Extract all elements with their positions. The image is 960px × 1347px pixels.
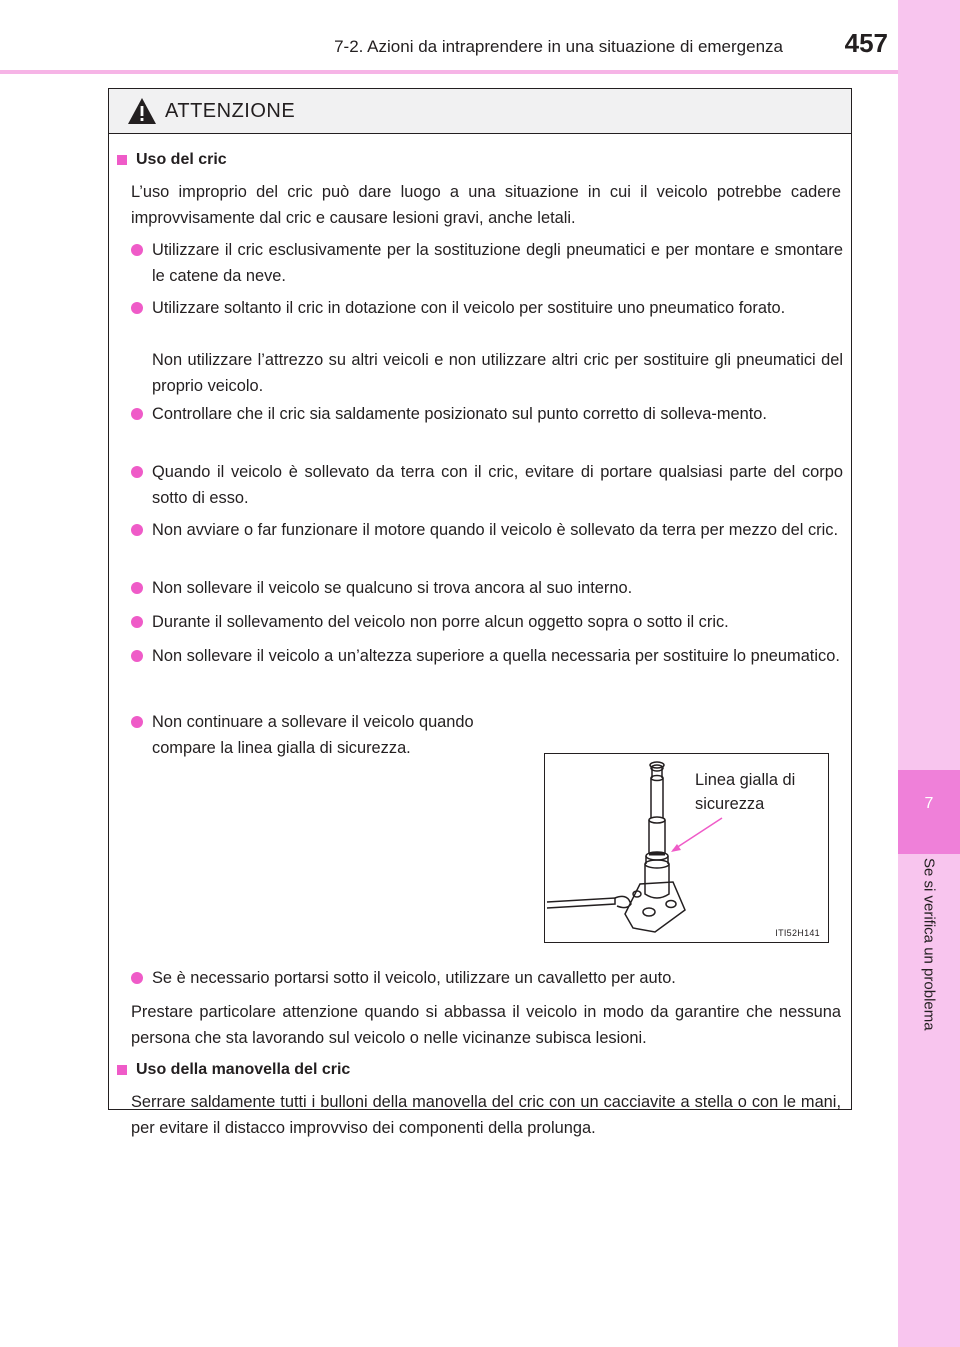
list-item: Quando il veicolo è sollevato da terra con il cric, evitare di portare qualsiasi parte del corpo sotto di esso.	[131, 459, 843, 511]
section-heading-text: Uso della manovella del cric	[136, 1061, 351, 1078]
chapter-number: 7	[924, 795, 934, 812]
closing-paragraph: Prestare particolare attenzione quando si abbassa il veicolo in modo da garantire che nessuna persona che sta lavorando sul veicolo o nelle vicinanze subisca lesioni.	[131, 1003, 841, 1047]
figure-callout: Linea gialla di sicurezza	[695, 771, 796, 813]
section-intro: Serrare saldamente tutti i bulloni della manovella del cric con un cacciavite a stella o con le mani, per evitare il distacco improvviso dei componenti della prolunga.	[131, 1093, 841, 1137]
page-number: 457	[844, 28, 888, 58]
list-item: Utilizzare soltanto il cric in dotazione con il veicolo per sostituire uno pneumatico forato.	[131, 295, 843, 321]
section-heading-text: Uso del cric	[136, 151, 227, 168]
list-item: Non sollevare il veicolo a un’altezza superiore a quella necessaria per sostituire lo pneumatico.	[131, 643, 843, 669]
bullet-dot-icon	[131, 244, 143, 256]
list-item: Non avviare o far funzionare il motore quando il veicolo è sollevato da terra per mezzo del cric.	[131, 517, 843, 543]
bullet-dot-icon	[131, 972, 143, 984]
section-heading	[117, 1061, 350, 1079]
square-bullet-icon	[117, 155, 127, 165]
warning-box	[108, 88, 852, 1137]
chapter-side-tab	[898, 0, 960, 1347]
bullet-dot-icon	[131, 582, 143, 594]
warning-header	[109, 89, 851, 134]
bullet-dot-icon	[131, 716, 143, 728]
bullet-dot-icon	[131, 408, 143, 420]
bullet-dot-icon	[131, 524, 143, 536]
chapter-title-text: Se si verifica un problema	[920, 858, 938, 1031]
section-title: 7-2. Azioni da intraprendere in una situazione di emergenza	[334, 37, 783, 56]
bullet-dot-icon	[131, 616, 143, 628]
section-intro: L’uso improprio del cric può dare luogo a una situazione in cui il veicolo potrebbe cadere improvvisamente dal cric e causare lesioni gravi, anche letali.	[131, 183, 841, 227]
section-heading	[117, 151, 227, 169]
jack-figure	[544, 753, 829, 943]
list-item: Se è necessario portarsi sotto il veicolo, utilizzare un cavalletto per auto.	[131, 965, 843, 991]
list-item: Utilizzare il cric esclusivamente per la sostituzione degli pneumatici e per montare e smontare le catene da neve.	[131, 237, 843, 289]
square-bullet-icon	[117, 1065, 127, 1075]
bullet-dot-icon	[131, 302, 143, 314]
chapter-title	[898, 858, 960, 1078]
bullet-dot-icon	[131, 466, 143, 478]
list-item: Non sollevare il veicolo se qualcuno si trova ancora al suo interno.	[131, 575, 843, 601]
header-rule	[0, 70, 898, 74]
warning-triangle-icon	[127, 97, 157, 125]
list-item-continuation: Non utilizzare l’attrezzo su altri veicoli e non utilizzare altri cric per sostituire gli pneumatici del proprio veicolo.	[152, 351, 843, 395]
list-item: Controllare che il cric sia saldamente posizionato sul punto corretto di solleva-mento.	[131, 401, 843, 427]
list-item: Non continuare a sollevare il veicolo quando compare la linea gialla di sicurezza.	[131, 709, 526, 761]
bullet-dot-icon	[131, 650, 143, 662]
list-item: Durante il sollevamento del veicolo non porre alcun oggetto sopra o sotto il cric.	[131, 609, 843, 635]
page-header	[0, 0, 898, 72]
warning-title: ATTENZIONE	[165, 100, 296, 122]
figure-code: ITI52H141	[775, 928, 820, 938]
